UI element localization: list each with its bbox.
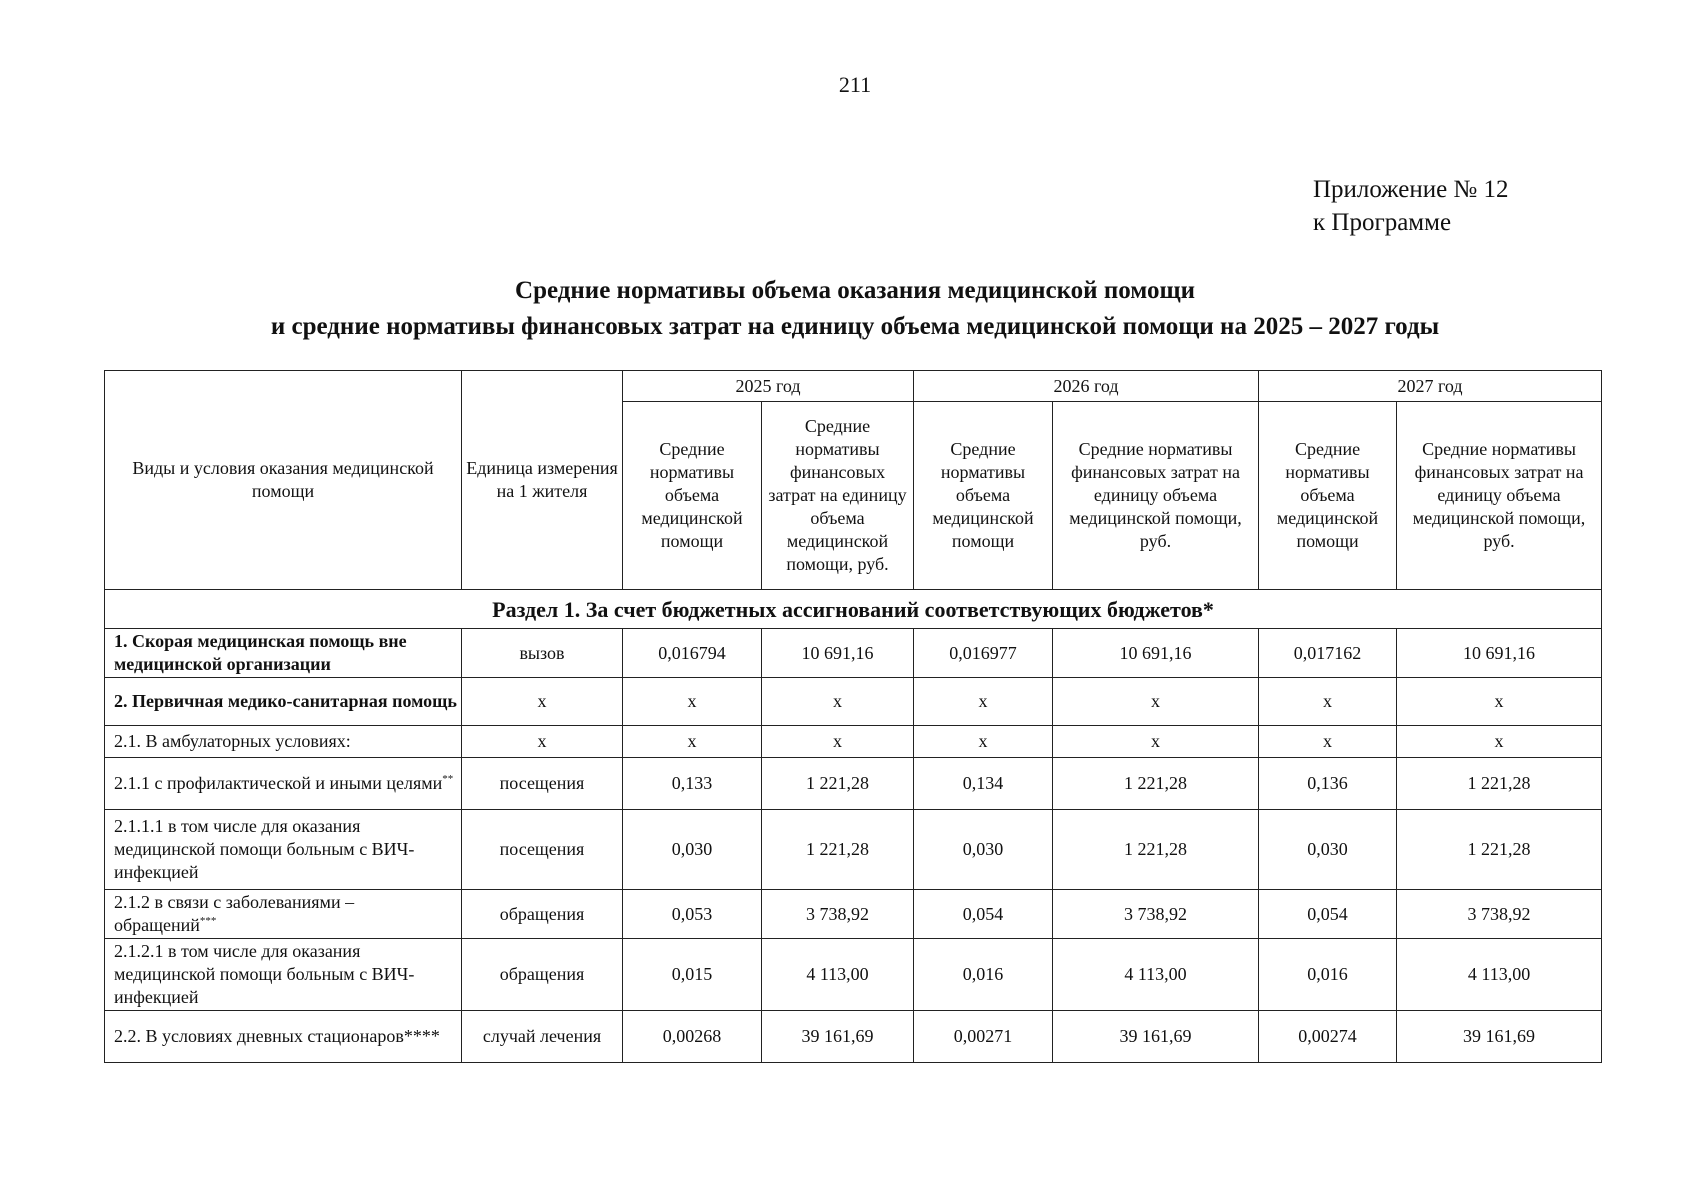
unit-cell: вызов bbox=[462, 629, 623, 678]
value-cell: 3 738,92 bbox=[1053, 890, 1259, 939]
value-cell: 0,016 bbox=[914, 939, 1053, 1011]
unit-cell: посещения bbox=[462, 810, 623, 890]
value-cell: х bbox=[1397, 678, 1602, 726]
value-cell: 0,017162 bbox=[1259, 629, 1397, 678]
value-cell: 3 738,92 bbox=[762, 890, 914, 939]
value-cell: х bbox=[914, 726, 1053, 758]
value-cell: х bbox=[1053, 726, 1259, 758]
value-cell: 0,015 bbox=[623, 939, 762, 1011]
header-kind: Виды и условия оказания медицинской помощи bbox=[105, 371, 462, 590]
value-cell: 0,054 bbox=[914, 890, 1053, 939]
value-cell: 0,016977 bbox=[914, 629, 1053, 678]
table-row bbox=[105, 726, 1602, 758]
value-cell: 0,030 bbox=[623, 810, 762, 890]
row-label bbox=[105, 810, 462, 890]
table-row bbox=[105, 890, 1602, 939]
table-row bbox=[105, 810, 1602, 890]
value-cell: 0,133 bbox=[623, 758, 762, 810]
header-volume-2025: Средние нормативы объема медицинской помощи bbox=[623, 402, 762, 590]
unit-cell: обращения bbox=[462, 890, 623, 939]
value-cell: 0,054 bbox=[1259, 890, 1397, 939]
row-label-text: 2.2. В условиях дневных стационаров**** bbox=[114, 1026, 440, 1046]
table-row bbox=[105, 758, 1602, 810]
header-year-2027: 2027 год bbox=[1259, 371, 1602, 402]
row-label bbox=[105, 629, 462, 678]
value-cell: 0,00268 bbox=[623, 1011, 762, 1063]
value-cell: 1 221,28 bbox=[762, 810, 914, 890]
header-volume-2026: Средние нормативы объема медицинской помощи bbox=[914, 402, 1053, 590]
section-1-heading: Раздел 1. За счет бюджетных ассигнований соответствующих бюджетов* bbox=[105, 590, 1602, 629]
value-cell: 39 161,69 bbox=[762, 1011, 914, 1063]
title-line-1: Средние нормативы объема оказания медицинской помощи bbox=[515, 277, 1195, 304]
value-cell: 4 113,00 bbox=[1397, 939, 1602, 1011]
table-row bbox=[105, 1011, 1602, 1063]
row-label bbox=[105, 678, 462, 726]
value-cell: 1 221,28 bbox=[1053, 810, 1259, 890]
unit-cell: случай лечения bbox=[462, 1011, 623, 1063]
value-cell: 0,016794 bbox=[623, 629, 762, 678]
value-cell: 10 691,16 bbox=[1053, 629, 1259, 678]
value-cell: х bbox=[623, 726, 762, 758]
row-label bbox=[105, 939, 462, 1011]
value-cell: 3 738,92 bbox=[1397, 890, 1602, 939]
table-row bbox=[105, 939, 1602, 1011]
appendix-line-1: Приложение № 12 bbox=[1313, 176, 1509, 203]
header-unit: Единица измерения на 1 жителя bbox=[462, 371, 623, 590]
value-cell: х bbox=[762, 726, 914, 758]
footnote-marker: ** bbox=[442, 773, 454, 785]
value-cell: 0,134 bbox=[914, 758, 1053, 810]
value-cell: 0,016 bbox=[1259, 939, 1397, 1011]
appendix-note bbox=[1313, 173, 1509, 239]
value-cell: 0,030 bbox=[914, 810, 1053, 890]
value-cell: 1 221,28 bbox=[1053, 758, 1259, 810]
value-cell: х bbox=[914, 678, 1053, 726]
norms-table bbox=[104, 370, 1602, 1063]
row-label-text: 2.1.2.1 в том числе для оказания медицинской помощи больным с ВИЧ-инфекцией bbox=[114, 941, 415, 1007]
value-cell: х bbox=[762, 678, 914, 726]
value-cell: х bbox=[623, 678, 762, 726]
row-label bbox=[105, 890, 462, 939]
page-number: 211 bbox=[838, 72, 872, 97]
value-cell: 4 113,00 bbox=[762, 939, 914, 1011]
row-label-text: 2.1.1 с профилактической и иными целями bbox=[114, 773, 443, 793]
unit-cell: обращения bbox=[462, 939, 623, 1011]
value-cell: 0,00271 bbox=[914, 1011, 1053, 1063]
appendix-line-2: к Программе bbox=[1313, 209, 1452, 236]
row-label-text: 2.1. В амбулаторных условиях: bbox=[114, 731, 351, 751]
unit-cell: посещения bbox=[462, 758, 623, 810]
header-volume-2027: Средние нормативы объема медицинской помощи bbox=[1259, 402, 1397, 590]
row-label-text: 2. Первичная медико-санитарная помощь bbox=[114, 691, 457, 711]
row-label-text: 2.1.2 в связи с заболеваниями – обращений bbox=[114, 892, 355, 935]
value-cell: 1 221,28 bbox=[762, 758, 914, 810]
value-cell: 0,030 bbox=[1259, 810, 1397, 890]
table-row bbox=[105, 678, 1602, 726]
unit-cell: х bbox=[462, 678, 623, 726]
value-cell: 0,00274 bbox=[1259, 1011, 1397, 1063]
document-title bbox=[0, 273, 1697, 345]
row-label-text: 1. Скорая медицинская помощь вне медицинской организации bbox=[114, 631, 407, 674]
value-cell: 0,136 bbox=[1259, 758, 1397, 810]
row-label-text: 2.1.1.1 в том числе для оказания медицинской помощи больным с ВИЧ-инфекцией bbox=[114, 816, 415, 882]
value-cell: 1 221,28 bbox=[1397, 810, 1602, 890]
value-cell: 1 221,28 bbox=[1397, 758, 1602, 810]
value-cell: х bbox=[1397, 726, 1602, 758]
footnote-marker: *** bbox=[199, 915, 217, 927]
value-cell: 39 161,69 bbox=[1053, 1011, 1259, 1063]
value-cell: 10 691,16 bbox=[762, 629, 914, 678]
value-cell: х bbox=[1259, 678, 1397, 726]
value-cell: х bbox=[1259, 726, 1397, 758]
value-cell: 0,053 bbox=[623, 890, 762, 939]
table-row bbox=[105, 629, 1602, 678]
header-cost-2025: Средние нормативы финансовых затрат на единицу объема медицинской помощи, руб. bbox=[762, 402, 914, 590]
header-year-2026: 2026 год bbox=[914, 371, 1259, 402]
title-line-2: и средние нормативы финансовых затрат на единицу объема медицинской помощи на 2025 – 2027 годы bbox=[270, 313, 1440, 340]
value-cell: 10 691,16 bbox=[1397, 629, 1602, 678]
unit-cell: х bbox=[462, 726, 623, 758]
row-label bbox=[105, 1011, 462, 1063]
value-cell: х bbox=[1053, 678, 1259, 726]
header-cost-2026: Средние нормативы финансовых затрат на единицу объема медицинской помощи, руб. bbox=[1053, 402, 1259, 590]
header-cost-2027: Средние нормативы финансовых затрат на единицу объема медицинской помощи, руб. bbox=[1397, 402, 1602, 590]
value-cell: 4 113,00 bbox=[1053, 939, 1259, 1011]
value-cell: 39 161,69 bbox=[1397, 1011, 1602, 1063]
row-label bbox=[105, 726, 462, 758]
header-year-2025: 2025 год bbox=[623, 371, 914, 402]
row-label bbox=[105, 758, 462, 810]
